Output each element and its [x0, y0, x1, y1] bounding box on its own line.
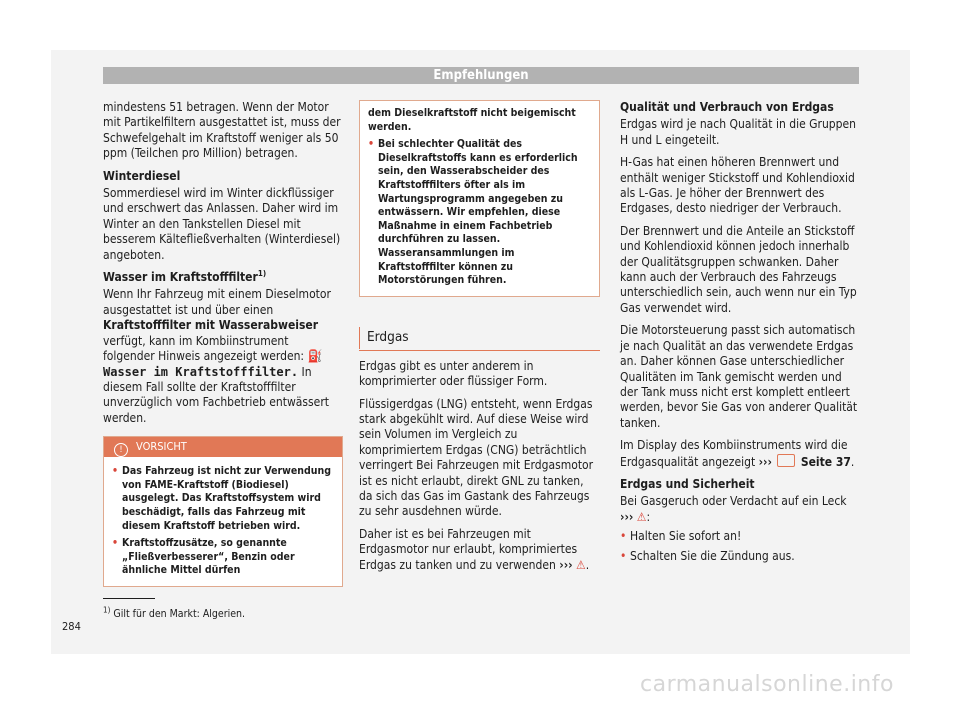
- warning-icon[interactable]: ⚠: [636, 509, 647, 524]
- watermark: carmanualsonline.info: [640, 672, 894, 697]
- quality-paragraph-2: H-Gas hat einen höheren Brennwert und enthält weniger Stickstoff und Kohlendioxid als L-Gas. Je höher der Brennwert des Erdgases, desto niedriger der Verbrauch.: [620, 155, 855, 216]
- caution-continued-text: dem Dieselkraftstoff nicht beigemischt werden.: [368, 107, 576, 133]
- water-paragraph: [103, 287, 343, 426]
- bullet-dot: •: [112, 465, 119, 478]
- intro-paragraph: mindestens 51 betragen. Wenn der Motor mit Partikelfiltern ausgestattet ist, muss der Schwefelgehalt im Kraftstoff weniger als 50 ppm (Teilchen pro Million) betragen.: [103, 100, 341, 161]
- bullet-dot: •: [620, 548, 627, 563]
- water-heading-text: Wasser im Kraftstofffilter: [103, 270, 258, 285]
- list-item: [620, 529, 860, 544]
- column-2: [359, 100, 600, 580]
- column-1: [103, 100, 343, 587]
- safety-bullet-2: Schalten Sie die Zündung aus.: [630, 548, 795, 563]
- column-3: [620, 100, 860, 568]
- footnote-text: Gilt für den Markt: Algerien.: [113, 608, 246, 620]
- quality-paragraph-5: Im Display des Kombiinstruments wird die Erdgasqualität angezeigt ››› Seite 37.: [620, 438, 855, 469]
- header-title: Empfehlungen: [433, 68, 529, 83]
- reference-arrows[interactable]: ›››: [620, 509, 634, 524]
- safety-paragraph: Bei Gasgeruch oder Verdacht auf ein Leck ››› ⚠:: [620, 494, 847, 524]
- caution-bullet-3: Bei schlechter Qualität des Dieselkraftstoffs kann es erforderlich sein, den Wasserabscheider des Kraftstofffilters öfter als im Wartungsprogramm angegeben zu entwässern. Wir empfehlen, diese Maßnahme in einem Fachbetrieb durchführen zu lassen. Wasseransammlungen im Kraftstofffilter können zu Motorstörungen führen.: [378, 138, 578, 287]
- caution-bullet: [368, 138, 591, 288]
- water-heading: [103, 270, 343, 285]
- quality-heading: Qualität und Verbrauch von Erdgas: [620, 100, 834, 114]
- erdgas-paragraph-3-text: Daher ist es bei Fahrzeugen mit Erdgasmotor nur erlaubt, komprimiertes Erdgas zu tanken und zu verwenden: [359, 526, 578, 572]
- caution-icon: !: [114, 443, 128, 457]
- safety-bullet-1: Halten Sie sofort an!: [630, 529, 742, 544]
- page-header: [103, 67, 859, 84]
- quality-paragraph-3: Der Brennwert und die Anteile an Stickstoff und Kohlendioxid können jedoch innerhalb der Qualitätsgruppen schwanken. Daher kann auch der Verbrauch des Fahrzeugs unterschiedlich sein, auch wenn nur ein Typ Gas verwendet wird.: [620, 223, 857, 315]
- bullet-dot: •: [368, 138, 375, 151]
- reference-arrows[interactable]: ›››: [758, 454, 772, 469]
- footnote-marker: 1): [103, 605, 111, 615]
- water-text-1: Wenn Ihr Fahrzeug mit einem Dieselmotor ausgestattet ist und über einen: [103, 287, 331, 317]
- water-text-bold: Kraftstofffilter mit Wasserabweiser: [103, 318, 319, 333]
- section-rule: [359, 350, 600, 351]
- caution-bullet-1: Das Fahrzeug ist nicht zur Verwendung von FAME-Kraftstoff (Biodiesel) ausgelegt. Das Kraftstoffsystem wird beschädigt, falls das Fahrzeug mit diesem Kraftstoff betrieben wird.: [122, 465, 331, 532]
- safety-heading: Erdgas und Sicherheit: [620, 476, 755, 491]
- erdgas-paragraph-2: Flüssigerdgas (LNG) entsteht, wenn Erdgas stark abgekühlt wird. Auf diese Weise wird sein Volumen im Vergleich zu komprimiertem Erdgas (CNG) beträchtlich verringert Bei Fahrzeugen mit Erdgasmotor ist es nicht erlaubt, direkt GNL zu tanken, da sich das Gas im Gastank des Fahrzeugs zu sehr ausdehnen würde.: [359, 396, 594, 519]
- caution-bullet-2: Kraftstoffzusätze, so genannte „Fließverbesserer“, Benzin oder ähnliche Mittel dürfen: [122, 537, 295, 577]
- section-bar: [359, 327, 360, 349]
- display-message: Wasser im Kraftstofffilter.: [103, 364, 299, 379]
- caution-header: [104, 437, 342, 457]
- fuel-water-icon: ⛽: [307, 349, 323, 364]
- section-title: [359, 327, 600, 349]
- water-text-3: In diesem Fall sollte der Kraftstofffilter unverzüglich vom Fachbetrieb entwässert werden.: [103, 364, 329, 425]
- section-title-text: Erdgas: [367, 328, 409, 345]
- bullet-dot: •: [112, 537, 119, 550]
- winter-heading: Winterdiesel: [103, 168, 181, 183]
- footnote-ref: 1): [257, 269, 267, 279]
- book-icon: [777, 454, 795, 467]
- erdgas-paragraph-1: Erdgas gibt es unter anderem in komprimierter oder flüssiger Form.: [359, 358, 548, 389]
- page-link[interactable]: Seite 37: [800, 454, 851, 469]
- caution-box: [103, 436, 343, 587]
- caution-box-continued: [359, 100, 600, 297]
- reference-arrows[interactable]: ›››: [559, 557, 573, 572]
- caution-bullet: [112, 465, 334, 533]
- list-item: [620, 549, 860, 564]
- warning-icon[interactable]: ⚠: [576, 557, 586, 572]
- safety-list: [620, 529, 860, 564]
- footnote: [103, 605, 246, 620]
- water-text-2: verfügt, kann im Kombiinstrument folgender Hinweis angezeigt werden:: [103, 333, 308, 364]
- footnote-divider: [103, 598, 155, 599]
- erdgas-paragraph-3: Daher ist es bei Fahrzeugen mit Erdgasmotor nur erlaubt, komprimiertes Erdgas zu tanken und zu verwenden ››› ⚠.: [359, 526, 590, 572]
- caution-body: [104, 457, 342, 586]
- bullet-dot: •: [620, 529, 627, 544]
- page-number: 284: [62, 620, 81, 633]
- quality-paragraph-1: Erdgas wird je nach Qualität in die Gruppen H und L eingeteilt.: [620, 117, 857, 147]
- winter-paragraph: Sommerdiesel wird im Winter dickflüssiger und erschwert das Anlassen. Daher wird im Winter an den Tankstellen Diesel mit besserem Kältefließverhalten (Winterdiesel) angeboten.: [103, 186, 341, 262]
- caution-bullet: [112, 537, 334, 578]
- safety-paragraph-text: Bei Gasgeruch oder Verdacht auf ein Leck: [620, 494, 847, 509]
- quality-paragraph-5-text: Im Display des Kombiinstruments wird die Erdgasqualität angezeigt: [620, 438, 848, 469]
- caution-label: VORSICHT: [136, 440, 187, 454]
- quality-paragraph-4: Die Motorsteuerung passt sich automatisch je nach Qualität an das verwendete Erdgas an. Daher können Gase unterschiedlicher Qualitäten im Tank gemischt werden und der Tank muss nicht erst komplett entleert werden, bevor Sie Gas von anderer Qualität tanken.: [620, 323, 858, 430]
